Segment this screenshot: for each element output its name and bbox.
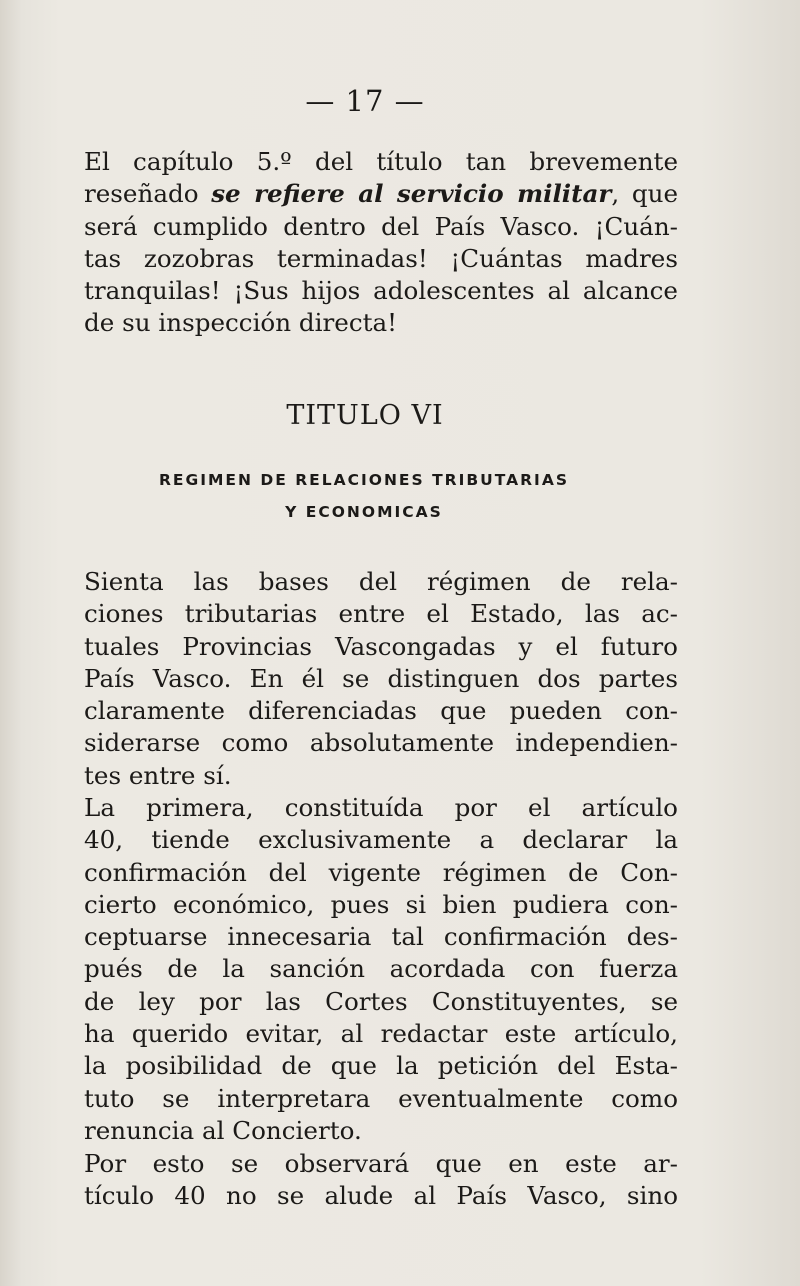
section-subtitle-line-1: REGIMEN DE RELACIONES TRIBUTARIAS: [159, 471, 569, 489]
text-line: de su inspección directa!: [84, 308, 398, 338]
text-line: pués de la sanción acordada con fuerza: [84, 954, 678, 984]
text-line: tuto se interpretara eventualmente como: [84, 1083, 678, 1113]
text-line: confirmación del vigente régimen de Con-: [84, 857, 678, 887]
page-number: — 17 —: [305, 84, 425, 118]
text-line: El capítulo 5.º del título tan brevemente: [84, 147, 678, 176]
text-line: será cumplido dentro del País Vasco. ¡Cuán-: [84, 211, 678, 241]
text-line: Sienta las bases del régimen de rela-: [84, 567, 678, 596]
text-line: ceptuarse innecesaria tal confirmación des-: [84, 922, 678, 952]
text-line: [84, 178, 678, 210]
text-line: tes entre sí.: [84, 760, 232, 790]
text-line: La primera, constituída por el artículo: [84, 793, 678, 822]
text-line: claramente diferenciadas que pueden con-: [84, 696, 678, 726]
text-line: ha querido evitar, al redactar este artículo,: [84, 1019, 678, 1049]
section-title: TITULO VI: [286, 400, 444, 431]
intro-paragraph: [84, 146, 678, 340]
text-line: País Vasco. En él se distinguen dos partes: [84, 663, 678, 693]
paragraph-3: [84, 1148, 678, 1213]
text-line: la posibilidad de que la petición del Esta-: [84, 1051, 678, 1081]
section-subtitle-line-2: Y ECONOMICAS: [285, 503, 443, 521]
text-line: tranquilas! ¡Sus hijos adolescentes al alcance: [84, 276, 678, 306]
paragraph-2: [84, 792, 678, 1147]
text-line: tículo 40 no se alude al País Vasco, sino: [84, 1181, 678, 1211]
paragraph-1: [84, 566, 678, 792]
text-line: Por esto se observará que en este ar-: [84, 1149, 678, 1178]
emphasized-text: se refiere al servicio militar: [211, 179, 612, 209]
text-line: cierto económico, pues si bien pudiera con-: [84, 889, 678, 919]
text-line: de ley por las Cortes Constituyentes, se: [84, 986, 678, 1016]
text-line: tuales Provincias Vascongadas y el futuro: [84, 631, 678, 661]
text-run: , que: [611, 179, 678, 209]
text-line: renuncia al Concierto.: [84, 1115, 362, 1145]
text-run: reseñado: [84, 179, 212, 209]
text-line: 40, tiende exclusivamente a declarar la: [84, 825, 678, 855]
text-line: siderarse como absolutamente independien-: [84, 728, 678, 758]
text-line: tas zozobras terminadas! ¡Cuántas madres: [84, 243, 678, 273]
text-line: ciones tributarias entre el Estado, las ac-: [84, 599, 678, 629]
